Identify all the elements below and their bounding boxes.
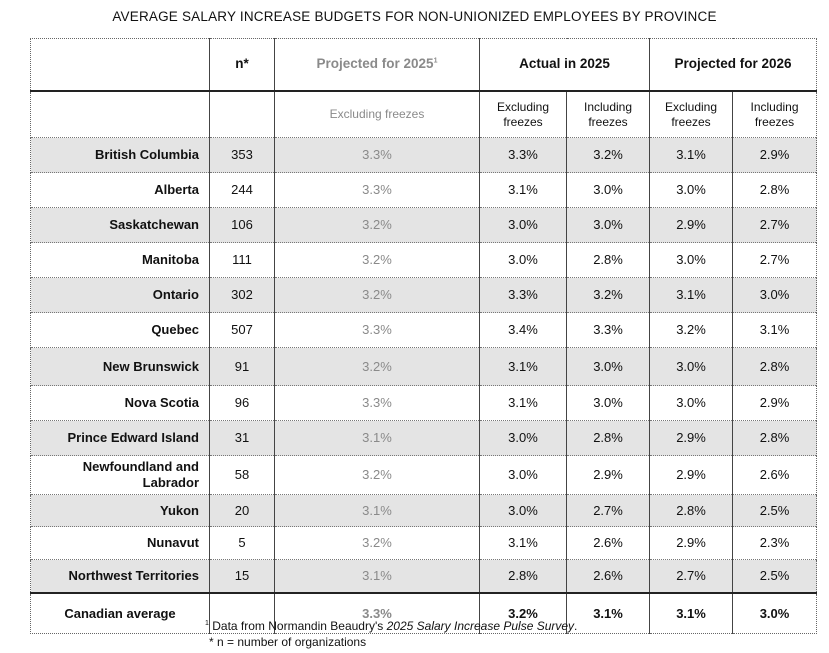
actual-including-cell: 2.7% — [567, 495, 650, 527]
table-row — [31, 243, 817, 278]
province-name: Nova Scotia — [31, 386, 210, 421]
projected-2025-cell: 3.2% — [275, 278, 480, 313]
n-cell: 111 — [210, 243, 275, 278]
projected-2026-including-cell: 2.9% — [733, 386, 817, 421]
projected-2026-excluding-cell: 3.0% — [650, 386, 733, 421]
actual-including-cell: 3.0% — [567, 386, 650, 421]
n-cell: 5 — [210, 527, 275, 560]
actual-including-cell: 2.6% — [567, 527, 650, 560]
header-projected-2026: Projected for 2026 — [650, 39, 817, 92]
n-cell: 20 — [210, 495, 275, 527]
actual-excluding-cell: 3.1% — [480, 527, 567, 560]
footnote-marker: 1 — [205, 620, 209, 627]
table-title: AVERAGE SALARY INCREASE BUDGETS FOR NON-UNIONIZED EMPLOYEES BY PROVINCE — [112, 9, 717, 24]
province-name: Newfoundland and Labrador — [31, 456, 210, 495]
projected-2026-including-cell: 2.8% — [733, 421, 817, 456]
province-name: Manitoba — [31, 243, 210, 278]
projected-2025-cell: 3.2% — [275, 456, 480, 495]
actual-excluding-cell: 3.0% — [480, 243, 567, 278]
actual-excluding-cell: 3.1% — [480, 173, 567, 208]
projected-2026-excluding-cell: 2.9% — [650, 456, 733, 495]
projected-2026-including-cell: 2.7% — [733, 208, 817, 243]
actual-including-cell: 3.2% — [567, 138, 650, 173]
table-row — [31, 348, 817, 386]
province-name: Ontario — [31, 278, 210, 313]
actual-including-cell: 3.0% — [567, 173, 650, 208]
actual-including-cell: 2.9% — [567, 456, 650, 495]
actual-excluding-cell: 3.0% — [480, 208, 567, 243]
actual-excluding-cell: 3.0% — [480, 456, 567, 495]
table-row — [31, 456, 817, 495]
province-name: Alberta — [31, 173, 210, 208]
subheader-n-empty — [210, 91, 275, 138]
subheader-actual-including: Including freezes — [567, 91, 650, 138]
projected-2025-cell: 3.1% — [275, 421, 480, 456]
header-empty — [31, 39, 210, 92]
projected-2026-excluding-cell: 3.1% — [650, 278, 733, 313]
average-label: Canadian average — [31, 593, 210, 634]
projected-2026-including-cell: 3.1% — [733, 313, 817, 348]
table-row — [31, 278, 817, 313]
projected-2026-excluding-cell: 3.2% — [650, 313, 733, 348]
actual-including-cell: 3.3% — [567, 313, 650, 348]
actual-excluding-cell: 3.4% — [480, 313, 567, 348]
projected-2026-excluding-cell: 2.9% — [650, 208, 733, 243]
province-name: New Brunswick — [31, 348, 210, 386]
actual-including-cell: 3.0% — [567, 208, 650, 243]
actual-including-cell: 3.2% — [567, 278, 650, 313]
projected-2026-excluding-cell: 2.9% — [650, 527, 733, 560]
n-cell: 91 — [210, 348, 275, 386]
table-row — [31, 386, 817, 421]
average-projected-2025-cell: 3.3% — [275, 593, 480, 634]
header-row-2 — [31, 91, 817, 138]
n-cell: 31 — [210, 421, 275, 456]
projected-2026-including-cell: 2.8% — [733, 348, 817, 386]
table-row — [31, 421, 817, 456]
table-row — [31, 138, 817, 173]
projected-2026-including-cell: 3.0% — [733, 278, 817, 313]
table-row — [31, 495, 817, 527]
subheader-empty — [31, 91, 210, 138]
projected-2025-cell: 3.2% — [275, 243, 480, 278]
actual-excluding-cell: 3.3% — [480, 278, 567, 313]
footnote-survey-title: 2025 Salary Increase Pulse Survey — [386, 619, 575, 633]
average-actual-excluding-cell: 3.2% — [480, 593, 567, 634]
n-cell: 106 — [210, 208, 275, 243]
footnote-source-end: . — [574, 619, 578, 633]
subheader-proj2026-including: Including freezes — [733, 91, 817, 138]
projected-2025-cell: 3.2% — [275, 208, 480, 243]
n-cell: 58 — [210, 456, 275, 495]
projected-2026-including-cell: 2.3% — [733, 527, 817, 560]
n-cell: 353 — [210, 138, 275, 173]
subheader-proj2025-excluding: Excluding freezes — [275, 91, 480, 138]
subheader-actual-excluding: Excluding freezes — [480, 91, 567, 138]
n-cell: 96 — [210, 386, 275, 421]
actual-including-cell: 2.8% — [567, 243, 650, 278]
actual-including-cell: 3.0% — [567, 348, 650, 386]
footnote-source — [205, 619, 577, 633]
projected-2026-excluding-cell: 2.7% — [650, 560, 733, 594]
projected-2026-including-cell: 2.7% — [733, 243, 817, 278]
table-row — [31, 173, 817, 208]
province-name: Yukon — [31, 495, 210, 527]
average-actual-including-cell: 3.1% — [567, 593, 650, 634]
projected-2026-excluding-cell: 3.1% — [650, 138, 733, 173]
projected-2025-cell: 3.3% — [275, 313, 480, 348]
table-row — [31, 208, 817, 243]
header-actual-2025: Actual in 2025 — [480, 39, 650, 92]
actual-excluding-cell: 3.0% — [480, 421, 567, 456]
n-cell: 15 — [210, 560, 275, 594]
footnote-n-definition: * n = number of organizations — [209, 635, 367, 649]
header-n: n* — [210, 39, 275, 92]
actual-excluding-cell: 3.1% — [480, 386, 567, 421]
table-row — [31, 527, 817, 560]
province-name: Prince Edward Island — [31, 421, 210, 456]
actual-excluding-cell: 3.1% — [480, 348, 567, 386]
projected-2025-cell: 3.3% — [275, 386, 480, 421]
header-projected-2025-footnote-marker: 1 — [433, 57, 438, 65]
header-row-1 — [31, 39, 817, 92]
projected-2026-excluding-cell: 2.8% — [650, 495, 733, 527]
actual-excluding-cell: 3.0% — [480, 495, 567, 527]
province-name: Nunavut — [31, 527, 210, 560]
projected-2026-excluding-cell: 3.0% — [650, 243, 733, 278]
average-projected-2026-excluding-cell: 3.1% — [650, 593, 733, 634]
province-name: Saskatchewan — [31, 208, 210, 243]
n-cell: 507 — [210, 313, 275, 348]
projected-2025-cell: 3.1% — [275, 560, 480, 594]
n-cell: 244 — [210, 173, 275, 208]
projected-2025-cell: 3.2% — [275, 527, 480, 560]
table-row — [31, 560, 817, 594]
projected-2026-including-cell: 2.5% — [733, 495, 817, 527]
n-cell: 302 — [210, 278, 275, 313]
province-name: British Columbia — [31, 138, 210, 173]
projected-2026-excluding-cell: 3.0% — [650, 348, 733, 386]
projected-2025-cell: 3.1% — [275, 495, 480, 527]
projected-2026-including-cell: 2.5% — [733, 560, 817, 594]
table-row — [31, 313, 817, 348]
actual-excluding-cell: 3.3% — [480, 138, 567, 173]
subheader-proj2026-excluding: Excluding freezes — [650, 91, 733, 138]
projected-2026-excluding-cell: 3.0% — [650, 173, 733, 208]
projected-2025-cell: 3.3% — [275, 138, 480, 173]
average-projected-2026-including-cell: 3.0% — [733, 593, 817, 634]
province-name: Quebec — [31, 313, 210, 348]
header-projected-2025 — [275, 39, 480, 92]
actual-including-cell: 2.6% — [567, 560, 650, 594]
actual-including-cell: 2.8% — [567, 421, 650, 456]
projected-2025-cell: 3.2% — [275, 348, 480, 386]
projected-2026-including-cell: 2.9% — [733, 138, 817, 173]
salary-table — [30, 38, 817, 634]
province-name: Northwest Territories — [31, 560, 210, 594]
header-projected-2025-label: Projected for 2025 — [316, 56, 434, 72]
actual-excluding-cell: 2.8% — [480, 560, 567, 594]
footnote-source-text: Data from Normandin Beaudry's — [208, 619, 387, 633]
projected-2026-including-cell: 2.8% — [733, 173, 817, 208]
projected-2026-excluding-cell: 2.9% — [650, 421, 733, 456]
projected-2025-cell: 3.3% — [275, 173, 480, 208]
projected-2026-including-cell: 2.6% — [733, 456, 817, 495]
